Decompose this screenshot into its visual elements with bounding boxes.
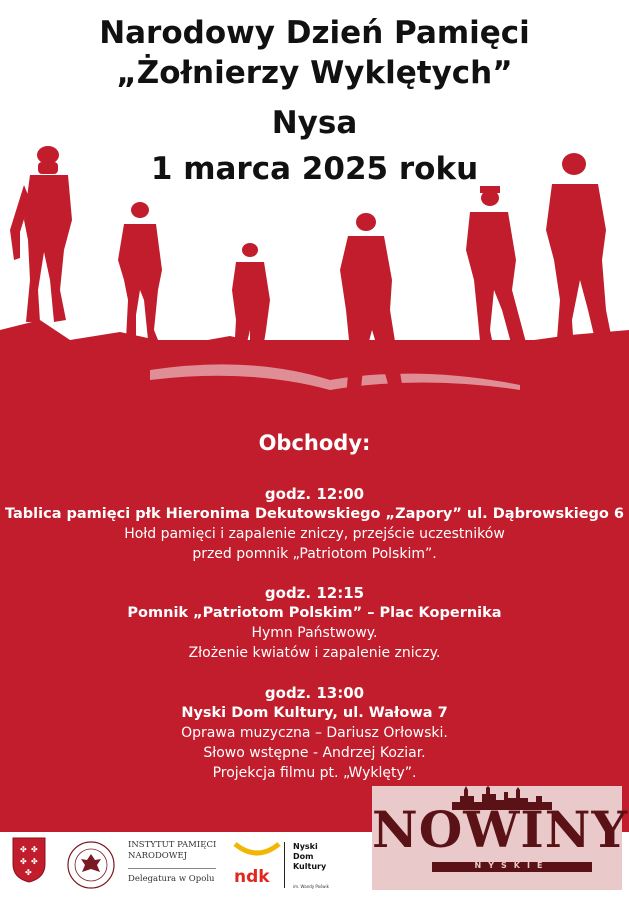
event-desc-line: Projekcja filmu pt. „Wyklęty”. — [212, 765, 417, 781]
event-time: godz. 13:00 — [264, 684, 365, 702]
obchody-heading: Obchody: — [258, 431, 371, 455]
svg-text:✤: ✤ — [20, 857, 27, 866]
event-1300 — [0, 683, 629, 783]
event-1215 — [0, 583, 629, 663]
event-desc-line: Oprawa muzyczna – Dariusz Orłowski. — [181, 725, 448, 741]
title-line-2: „Żołnierzy Wyklętych” — [116, 55, 513, 91]
soldier-3 — [232, 243, 270, 355]
svg-text:✤: ✤ — [20, 845, 27, 854]
event-place: Tablica pamięci płk Hieronima Dekutowskiego „Zapory” ul. Dąbrowskiego 6 — [4, 506, 625, 522]
nysa-crest-icon — [11, 836, 47, 884]
soldier-5 — [466, 186, 528, 362]
ipn-line-2: NARODOWEJ — [128, 851, 188, 861]
ndk-wordmark: ndk — [234, 867, 270, 887]
nowiny-wordmark: NOWINY — [372, 800, 629, 859]
soldier-2 — [118, 202, 162, 340]
event-desc-line: przed pomnik „Patriotom Polskim”. — [192, 546, 437, 562]
ndk-name-3: Kultury — [293, 862, 327, 871]
event-desc-line: Hołd pamięci i zapalenie zniczy, przejście uczestników — [124, 526, 505, 542]
soldiers-illustration — [0, 140, 629, 470]
ndk-patron: im. Wandy Poświk — [293, 884, 329, 889]
event-place: Nyski Dom Kultury, ul. Wałowa 7 — [181, 705, 448, 721]
svg-text:✤: ✤ — [25, 868, 32, 877]
event-time: godz. 12:15 — [264, 584, 365, 602]
ndk-name-1: Nyski — [293, 842, 318, 851]
ndk-arc-icon — [232, 840, 282, 864]
nowiny-watermark — [372, 786, 629, 890]
title-date: 1 marca 2025 roku — [150, 151, 479, 187]
ndk-divider — [284, 842, 285, 888]
event-desc-line: Hymn Państwowy. — [251, 625, 378, 641]
event-1200 — [0, 484, 629, 564]
ipn-delegatura: Delegatura w Opolu — [128, 874, 215, 884]
event-desc-line: Złożenie kwiatów i zapalenie zniczy. — [188, 645, 441, 661]
ipn-seal-icon — [66, 840, 116, 890]
ipn-divider — [128, 868, 216, 869]
event-desc-line: Słowo wstępne - Andrzej Koziar. — [203, 745, 426, 761]
event-place: Pomnik „Patriotom Polskim” – Plac Kopernika — [127, 605, 502, 621]
ipn-name — [128, 840, 216, 862]
ipn-line-1: INSTYTUT PAMIĘCI — [128, 840, 217, 850]
soldier-1 — [10, 146, 72, 322]
title-line-1: Narodowy Dzień Pamięci — [99, 15, 530, 51]
ndk-name-2: Dom — [293, 852, 314, 861]
event-time: godz. 12:00 — [264, 485, 365, 503]
svg-text:✤: ✤ — [31, 845, 38, 854]
ndk-name — [293, 842, 326, 872]
nowiny-subtitle: NYSKIE — [474, 861, 550, 870]
title-city: Nysa — [271, 105, 358, 141]
svg-text:✤: ✤ — [31, 857, 38, 866]
soldier-6 — [546, 153, 614, 352]
